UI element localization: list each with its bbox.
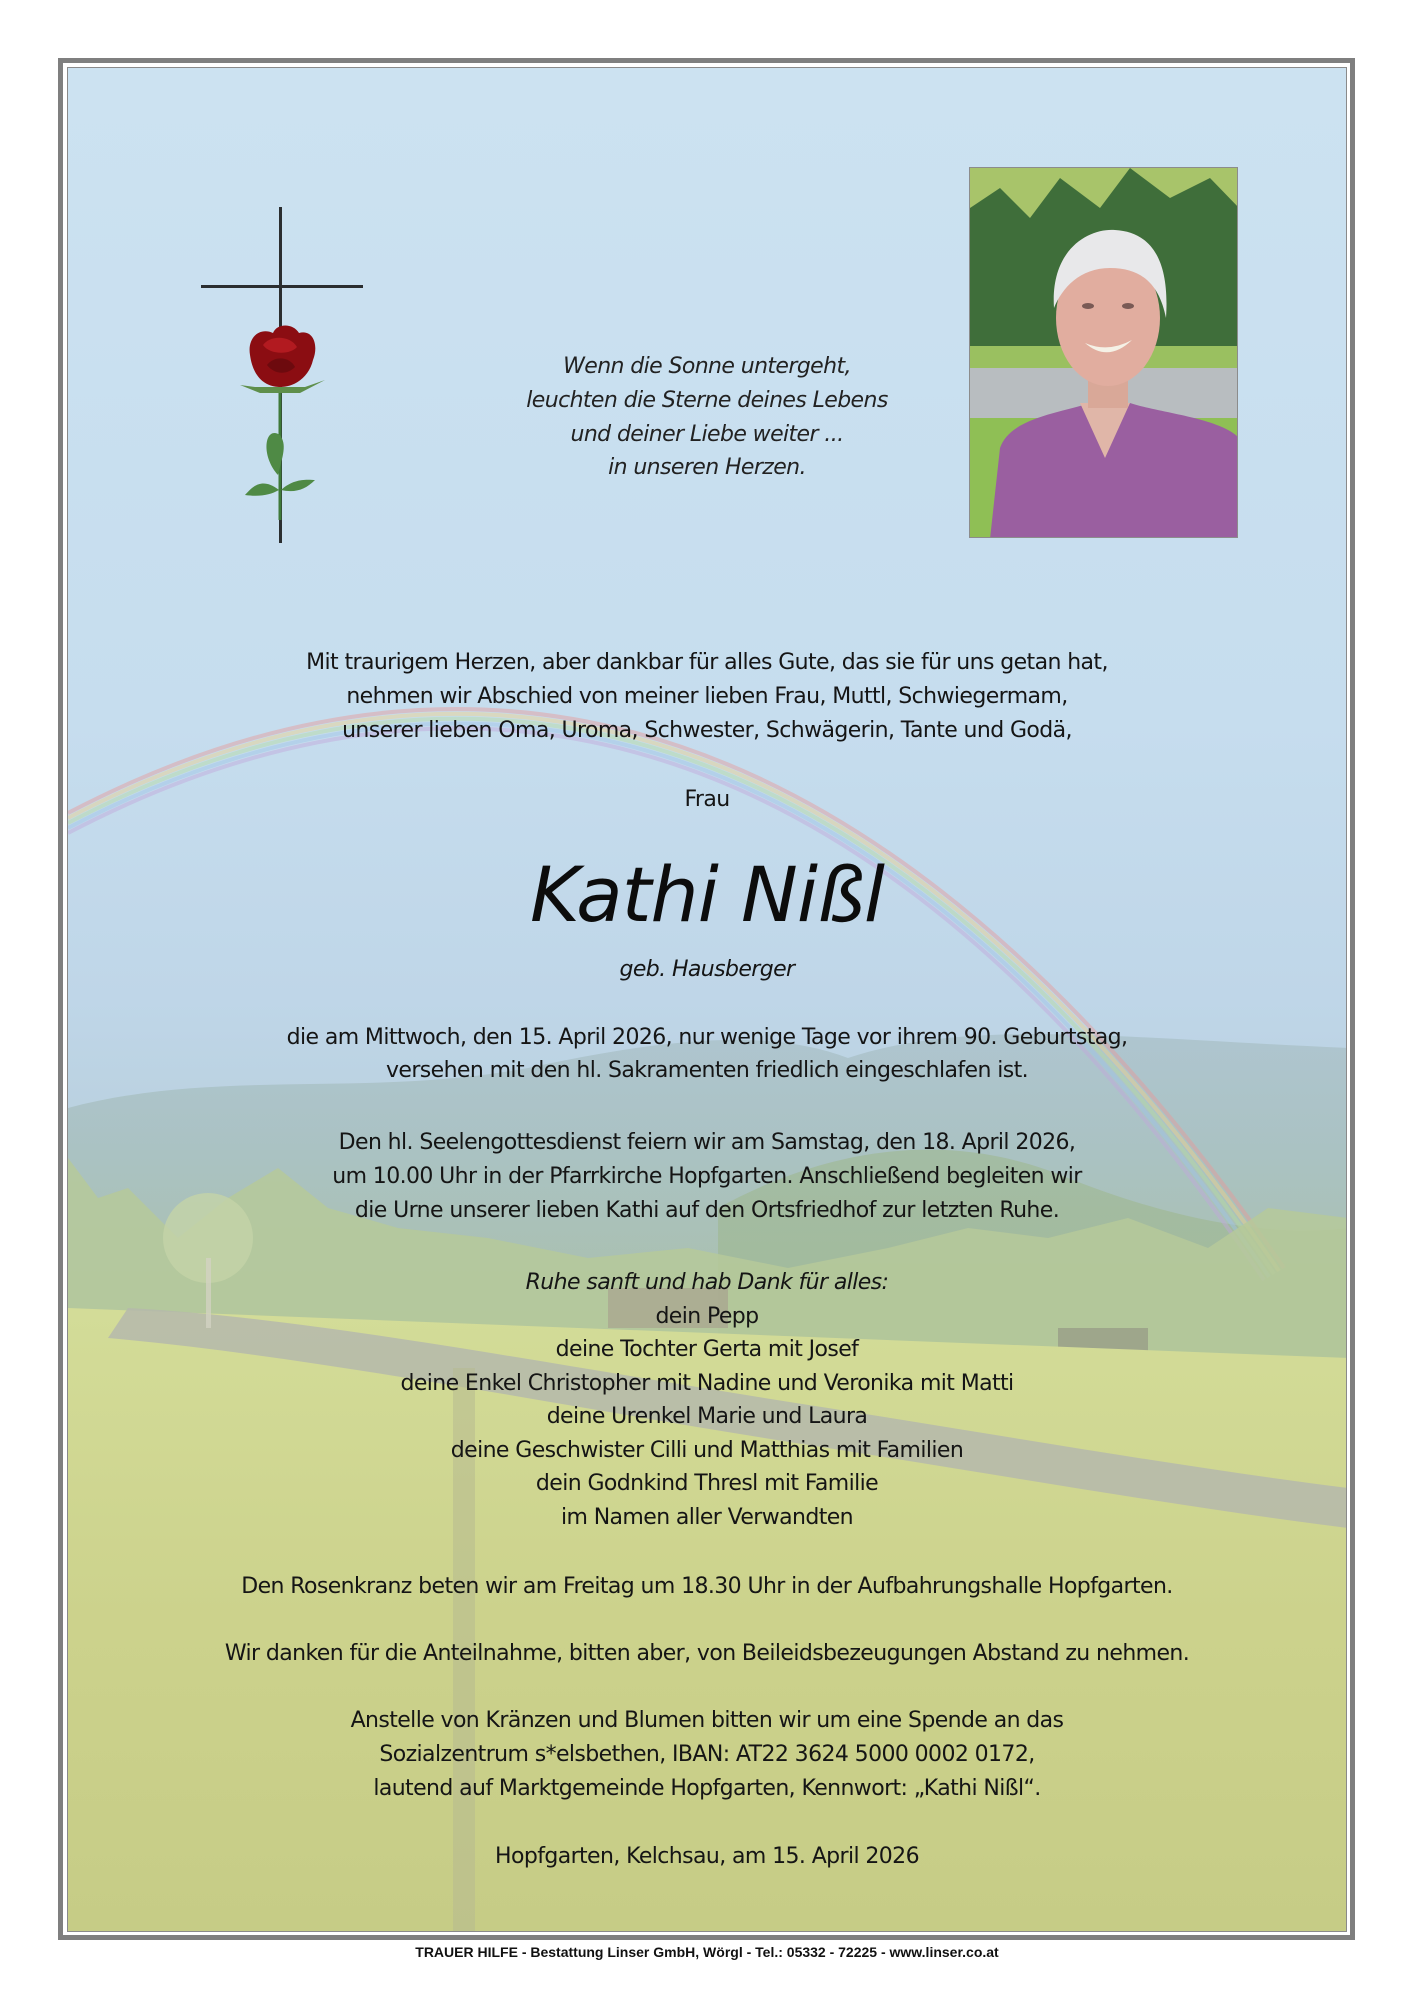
condolences-notice: Wir danken für die Anteilnahme, bitten aber, von Beileidsbezeugungen Abstand zu nehmen.: [224, 1641, 1190, 1666]
donation-line: Anstelle von Kränzen und Blumen bitten wir um eine Spende an das: [350, 1708, 1064, 1733]
mourner-line: deine Geschwister Cilli und Matthias mit Familien: [450, 1438, 964, 1463]
funeral-line: die Urne unserer lieben Kathi auf den Ortsfriedhof zur letzten Ruhe.: [354, 1198, 1060, 1223]
funeral-line: Den hl. Seelengottesdienst feiern wir am Samstag, den 18. April 2026,: [338, 1130, 1076, 1155]
rose-icon: [240, 326, 325, 521]
intro-line: unserer lieben Oma, Uroma, Schwester, Schwägerin, Tante und Godä,: [342, 718, 1072, 743]
poem-line: leuchten die Sterne deines Lebens: [526, 388, 888, 413]
funeral-line: um 10.00 Uhr in der Pfarrkirche Hopfgarten. Anschließend begleiten wir: [332, 1164, 1082, 1189]
rosary-notice: Den Rosenkranz beten wir am Freitag um 18.30 Uhr in der Aufbahrungshalle Hopfgarten.: [241, 1574, 1173, 1599]
death-notice-line: die am Mittwoch, den 15. April 2026, nur wenige Tage vor ihrem 90. Geburtstag,: [286, 1025, 1128, 1050]
death-notice-line: versehen mit den hl. Sakramenten friedlich eingeschlafen ist.: [385, 1058, 1029, 1083]
mourners-heading: Ruhe sanft und hab Dank für alles:: [525, 1270, 889, 1295]
mourner-line: dein Pepp: [655, 1304, 759, 1329]
funeral-home-footer: TRAUER HILFE - Bestattung Linser GmbH, Wörgl - Tel.: 05332 - 72225 - www.linser.co.at: [415, 1944, 999, 1960]
poem-line: und deiner Liebe weiter ...: [570, 422, 844, 447]
intro-line: Mit traurigem Herzen, aber dankbar für alles Gute, das sie für uns getan hat,: [306, 650, 1108, 675]
portrait-image: [970, 168, 1238, 538]
portrait-photo: [969, 167, 1238, 538]
maiden-name: geb. Hausberger: [619, 957, 795, 982]
mourner-line: deine Enkel Christopher mit Nadine und Veronika mit Matti: [400, 1371, 1014, 1396]
mourner-line: deine Tochter Gerta mit Josef: [555, 1337, 859, 1362]
mourner-line: im Namen aller Verwandten: [560, 1505, 854, 1530]
place-date: Hopfgarten, Kelchsau, am 15. April 2026: [495, 1844, 919, 1869]
deceased-name: Kathi Nißl: [530, 850, 884, 939]
donation-line: Sozialzentrum s*elsbethen, IBAN: AT22 3624 5000 0002 0172,: [379, 1742, 1035, 1767]
mourner-line: deine Urenkel Marie und Laura: [546, 1404, 868, 1429]
salutation: Frau: [684, 787, 730, 812]
poem-line: Wenn die Sonne untergeht,: [563, 354, 851, 379]
poem-line: in unseren Herzen.: [608, 455, 806, 480]
intro-line: nehmen wir Abschied von meiner lieben Frau, Muttl, Schwiegermam,: [346, 684, 1068, 709]
donation-line: lautend auf Marktgemeinde Hopfgarten, Kennwort: „Kathi Nißl“.: [373, 1776, 1041, 1801]
mourner-line: dein Godnkind Thresl mit Familie: [535, 1471, 879, 1496]
